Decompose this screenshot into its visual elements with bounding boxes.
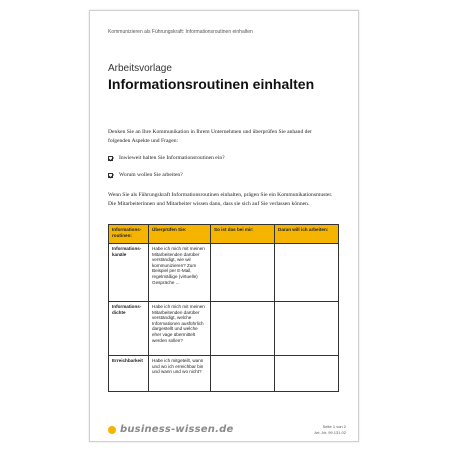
checkbox-icon[interactable] [108,156,113,161]
running-header: Kommunizieren als Führungskraft: Informationsroutinen einhalten [108,29,253,35]
intro-paragraph: Denken Sie an Ihre Kommunikation in Ihrem Unternehmen und überprüfen Sie anhand der folgenden Aspekte und Fragen: [108,129,312,144]
table-header-row [109,225,339,244]
row-question: Habe ich mich mit meinen Mitarbeitenden darüber verständigt, wie wir kommunizieren? Zum Beispiel per E-Mail, regelmäßige (virtuelle) Gespräche ... [149,244,211,302]
checkbox-icon[interactable] [108,173,113,178]
goal-cell[interactable] [275,244,339,302]
page-number: Seite 1 von 2 [322,424,346,429]
table-header-cell: So ist das bei mir: [211,225,275,244]
table-header-cell: Überprüfen Sie: [149,225,211,244]
answer-cell[interactable] [211,244,275,302]
goal-cell[interactable] [275,302,339,356]
logo-dot-icon [108,426,116,434]
table-row [109,302,339,356]
table-row [109,244,339,302]
document-title: Informationsroutinen einhalten [108,76,315,92]
answer-cell[interactable] [211,302,275,356]
brand-logo[interactable] [108,424,233,435]
table-header-cell: Informations-routinen: [109,225,149,244]
question-item [108,172,183,178]
table-header-cell: Daran will ich arbeiten: [275,225,339,244]
footer-meta [314,424,346,436]
document-label: Arbeitsvorlage [108,63,172,74]
row-label: Informations-kanäle [109,244,149,302]
goal-cell[interactable] [275,356,339,392]
row-label: Erreichbarkeit [109,356,149,392]
document-page [89,10,359,442]
routines-table [108,224,339,392]
question-text: Worum wollen Sie arbeiten? [119,172,183,178]
table-row [109,356,339,392]
row-question: Habe ich mitgeteilt, wann und wo ich erreichbar bin und wann und wo nicht? [149,356,211,392]
answer-cell[interactable] [211,356,275,392]
row-question: Habe ich mich mit meinen Mitarbeitenden darüber verständigt, welche Informationen ausführlich dargestellt und welche eher vage übermittelt werden sollen? [149,302,211,356]
question-text: Inwieweit halten Sie Informationsroutinen ein? [119,155,225,161]
logo-text: business-wissen.de [120,424,234,435]
explanation-paragraph: Wenn Sie als Führungskraft Informationsroutinen einhalten, prägen Sie ein Kommunikationsmuster. Die Mitarbeiterinnen und Mitarbeiter wissen dann, dass sie sich auf Sie verlassen können. [108,192,333,207]
question-item [108,155,225,161]
article-number: Art.-Nr. 99.131.02 [314,430,346,435]
row-label: Informations-dichte [109,302,149,356]
